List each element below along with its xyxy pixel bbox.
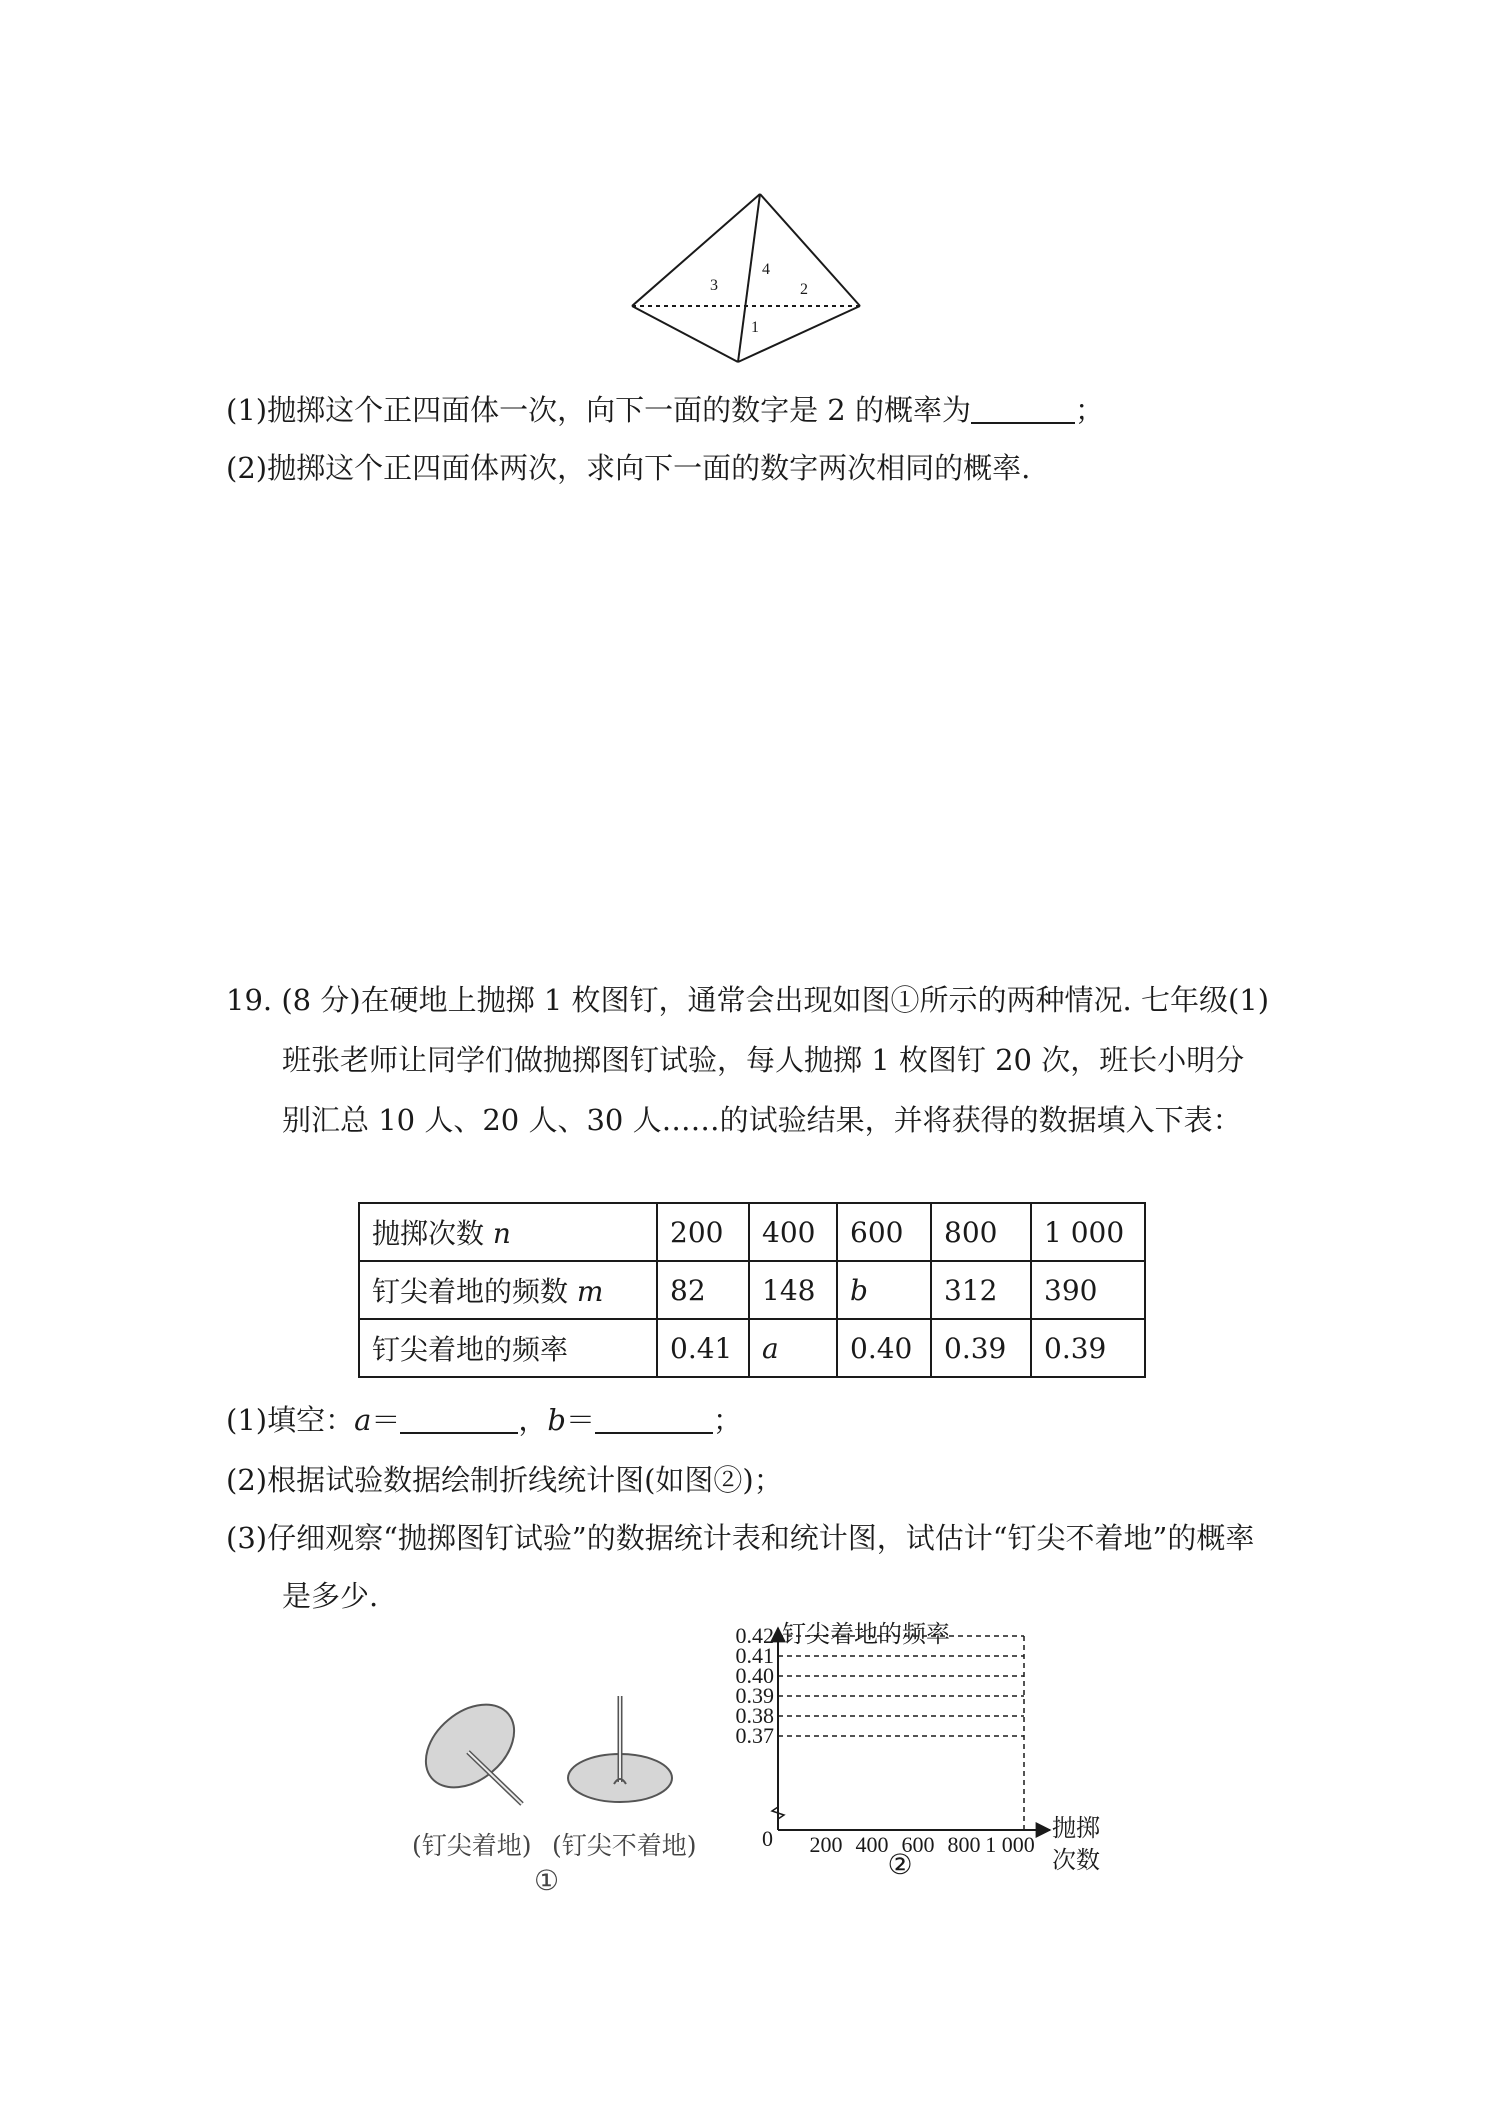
table-cell: 600 — [837, 1203, 931, 1261]
origin-label: 0 — [762, 1826, 773, 1851]
table-cell: 0.41 — [657, 1319, 749, 1377]
q19-part1: (1)填空：a＝ ，b＝ ； — [226, 1403, 743, 1437]
x-axis-title-1: 抛掷 — [1052, 1814, 1100, 1842]
q18-part1-end: ； — [1074, 393, 1104, 427]
y-tick-label: 0.41 — [735, 1643, 774, 1668]
table-cell: 400 — [749, 1203, 837, 1261]
q18-part2: (2)抛掷这个正四面体两次，求向下一面的数字两次相同的概率. — [226, 451, 1031, 485]
table-row — [359, 1203, 1145, 1261]
table-cell: 390 — [1031, 1261, 1145, 1319]
face-label-4: 4 — [762, 261, 770, 278]
x-tick-label: 600 — [901, 1832, 935, 1857]
figure1-number: ① — [534, 1864, 560, 1897]
figure2-number: ② — [887, 1848, 913, 1881]
x-tick-label: 800 — [947, 1832, 981, 1857]
face-label-3: 3 — [710, 277, 718, 294]
q19-intro-line2: 班张老师让同学们做抛掷图钉试验，每人抛掷 1 枚图钉 20 次，班长小明分 — [282, 1043, 1245, 1077]
y-tick-label: 0.38 — [735, 1703, 774, 1728]
answer-blank-b[interactable] — [595, 1402, 713, 1434]
y-axis-title: 钉尖着地的频率 — [782, 1620, 950, 1648]
q18-part1-text: (1)抛掷这个正四面体一次，向下一面的数字是 2 的概率为 — [226, 393, 971, 427]
y-tick-label: 0.42 — [735, 1623, 774, 1648]
face-label-1: 1 — [751, 319, 759, 336]
table-cell: 312 — [931, 1261, 1031, 1319]
y-tick-label: 0.39 — [735, 1683, 774, 1708]
table-cell: 1 000 — [1031, 1203, 1145, 1261]
thumbtack-figure — [410, 1682, 710, 1828]
table-cell: 0.40 — [837, 1319, 931, 1377]
experiment-table — [358, 1202, 1146, 1378]
face-label-2: 2 — [800, 281, 808, 298]
y-tick-label: 0.37 — [735, 1723, 774, 1748]
edge-top-left — [632, 194, 760, 306]
y-tick-label: 0.40 — [735, 1663, 774, 1688]
table-cell-unknown-b: b — [837, 1261, 931, 1319]
x-tick-label: 1 000 — [985, 1832, 1035, 1857]
table-cell: 800 — [931, 1203, 1031, 1261]
tetrahedron-figure — [620, 186, 870, 370]
table-row — [359, 1261, 1145, 1319]
q19-intro-line1: 19. (8 分)在硬地上抛掷 1 枚图钉，通常会出现如图①所示的两种情况. 七年级(1) — [226, 983, 1270, 1017]
thumbtack-point-down-icon — [410, 1688, 530, 1804]
thumbtack-point-up-icon — [568, 1696, 672, 1802]
table-cell: 148 — [749, 1261, 837, 1319]
frequency-chart — [700, 1620, 1130, 1882]
caption-point-up: (钉尖不着地) — [552, 1831, 697, 1860]
edge-top-bottom — [738, 194, 760, 362]
edge-left-bottom — [632, 306, 738, 362]
q19-part3-line1: (3)仔细观察“抛掷图钉试验”的数据统计表和统计图，试估计“钉尖不着地”的概率 — [226, 1521, 1255, 1555]
row-head-throws: 抛掷次数 n — [359, 1203, 657, 1261]
table-row — [359, 1319, 1145, 1377]
x-tick-label: 400 — [855, 1832, 889, 1857]
edge-top-right — [760, 194, 860, 306]
q19-part3-line2: 是多少. — [282, 1579, 379, 1613]
q19-intro-line3: 别汇总 10 人、20 人、30 人……的试验结果，并将获得的数据填入下表： — [282, 1103, 1242, 1137]
row-head-count: 钉尖着地的频数 m — [359, 1261, 657, 1319]
table-cell: 82 — [657, 1261, 749, 1319]
x-axis-title-2: 次数 — [1052, 1846, 1100, 1874]
caption-point-down: (钉尖着地) — [412, 1831, 532, 1860]
table-cell: 200 — [657, 1203, 749, 1261]
table-cell-unknown-a: a — [749, 1319, 837, 1377]
answer-blank-a[interactable] — [400, 1402, 518, 1434]
table-cell: 0.39 — [1031, 1319, 1145, 1377]
q18-answer-blank[interactable] — [971, 392, 1075, 424]
table-cell: 0.39 — [931, 1319, 1031, 1377]
x-tick-label: 200 — [809, 1832, 843, 1857]
q18-part1 — [226, 390, 1104, 430]
q19-part2: (2)根据试验数据绘制折线统计图(如图②)； — [226, 1463, 783, 1497]
row-head-frequency: 钉尖着地的频率 — [359, 1319, 657, 1377]
